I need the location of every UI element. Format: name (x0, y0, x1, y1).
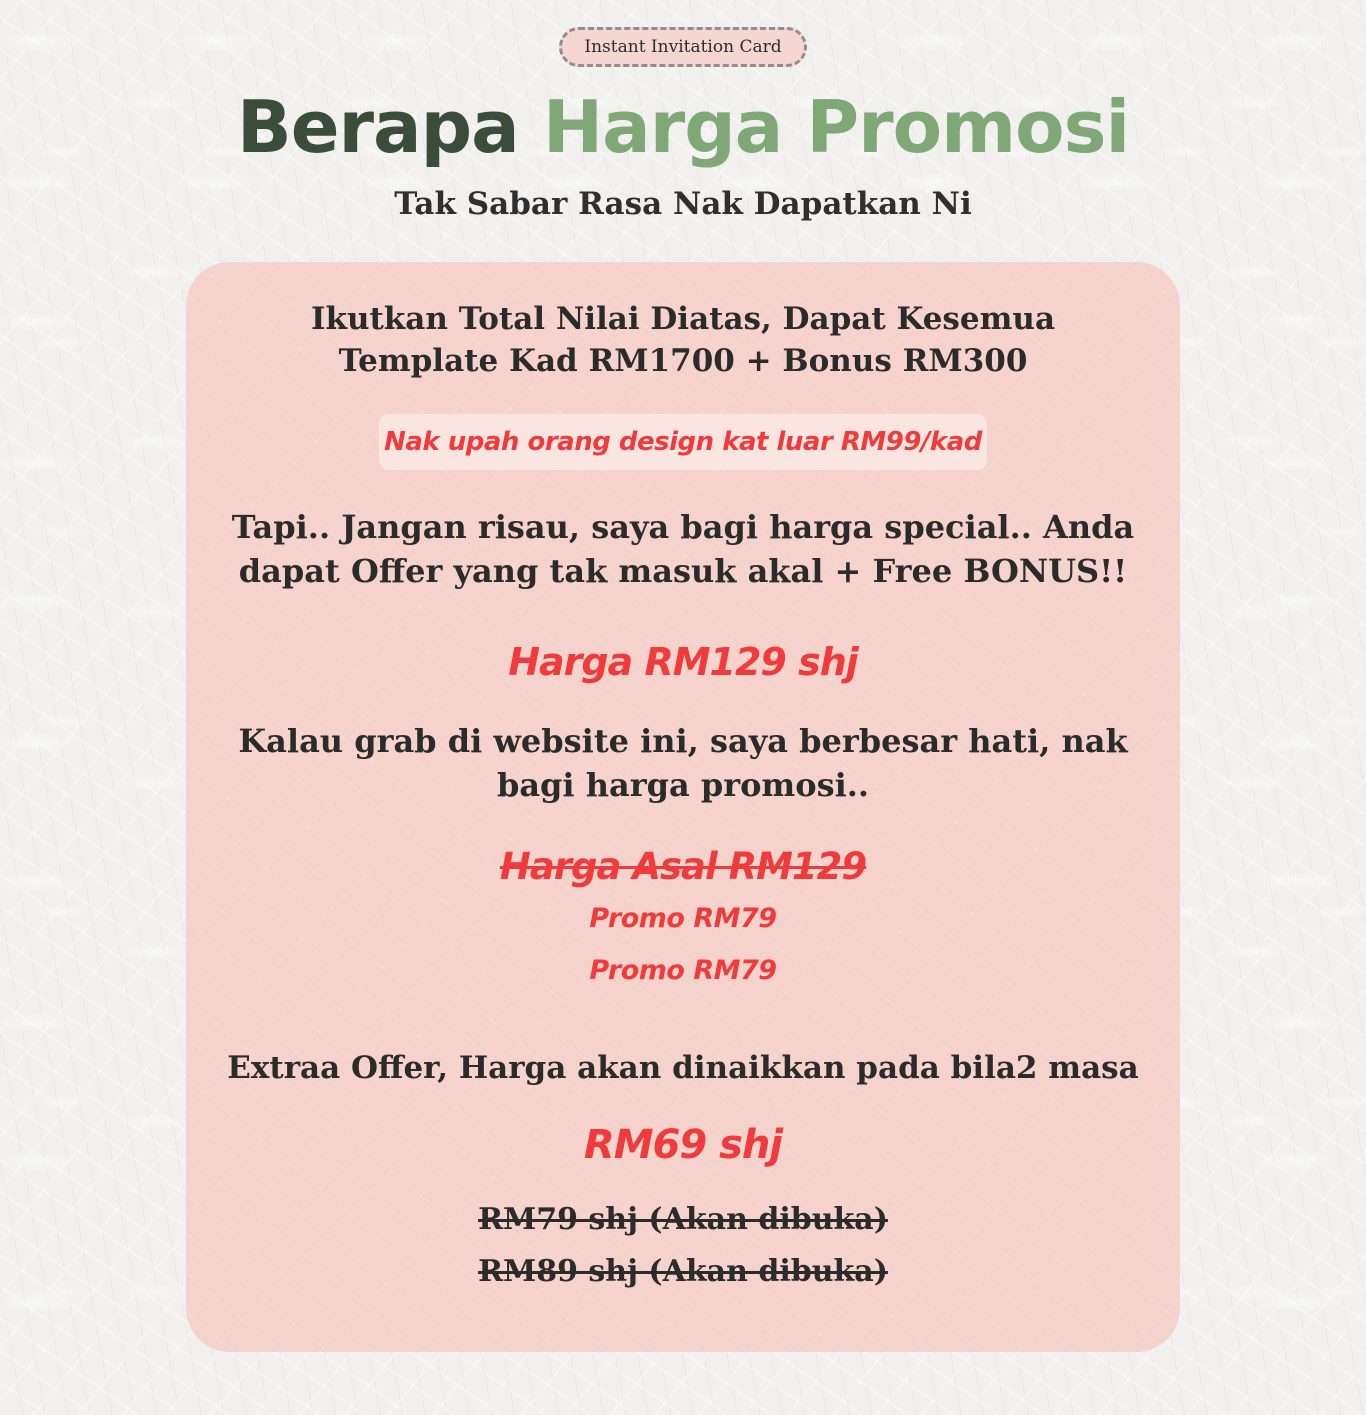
value-text-line-2: Template Kad RM1700 + Bonus RM300 (338, 343, 1028, 379)
main-price: Harga RM129 shj (508, 640, 858, 684)
promo-price-1: Promo RM79 (589, 903, 777, 934)
headline-part-1: Berapa (236, 85, 519, 169)
category-tag (559, 27, 807, 67)
extra-offer-text: Extraa Offer, Harga akan dinaikkan pada bila2 masa (227, 1050, 1139, 1086)
original-price: Harga Asal RM129 (499, 845, 867, 888)
value-text-line-1: Ikutkan Total Nilai Diatas, Dapat Kesemua (310, 301, 1056, 337)
future-price-1: RM79 shj (Akan dibuka) (478, 1202, 888, 1237)
category-tag-label: Instant Invitation Card (584, 37, 782, 57)
page-subheadline: Tak Sabar Rasa Nak Dapatkan Ni (394, 186, 972, 222)
website-text-line-2: bagi harga promosi.. (496, 766, 870, 804)
website-text-line-1: Kalau grab di website ini, saya berbesar hati, nak (238, 722, 1128, 760)
headline-part-2: Harga Promosi (542, 85, 1130, 169)
current-price: RM69 shj (583, 1122, 783, 1168)
future-price-2: RM89 shj (Akan dibuka) (478, 1254, 888, 1289)
special-text-line-2: dapat Offer yang tak masuk akal + Free BONUS!! (238, 552, 1128, 590)
special-text-line-1: Tapi.. Jangan risau, saya bagi harga special.. Anda (231, 508, 1135, 546)
outside-price-note: Nak upah orang design kat luar RM99/kad (379, 414, 987, 470)
promo-price-2: Promo RM79 (589, 955, 777, 986)
page-headline (0, 82, 1366, 172)
